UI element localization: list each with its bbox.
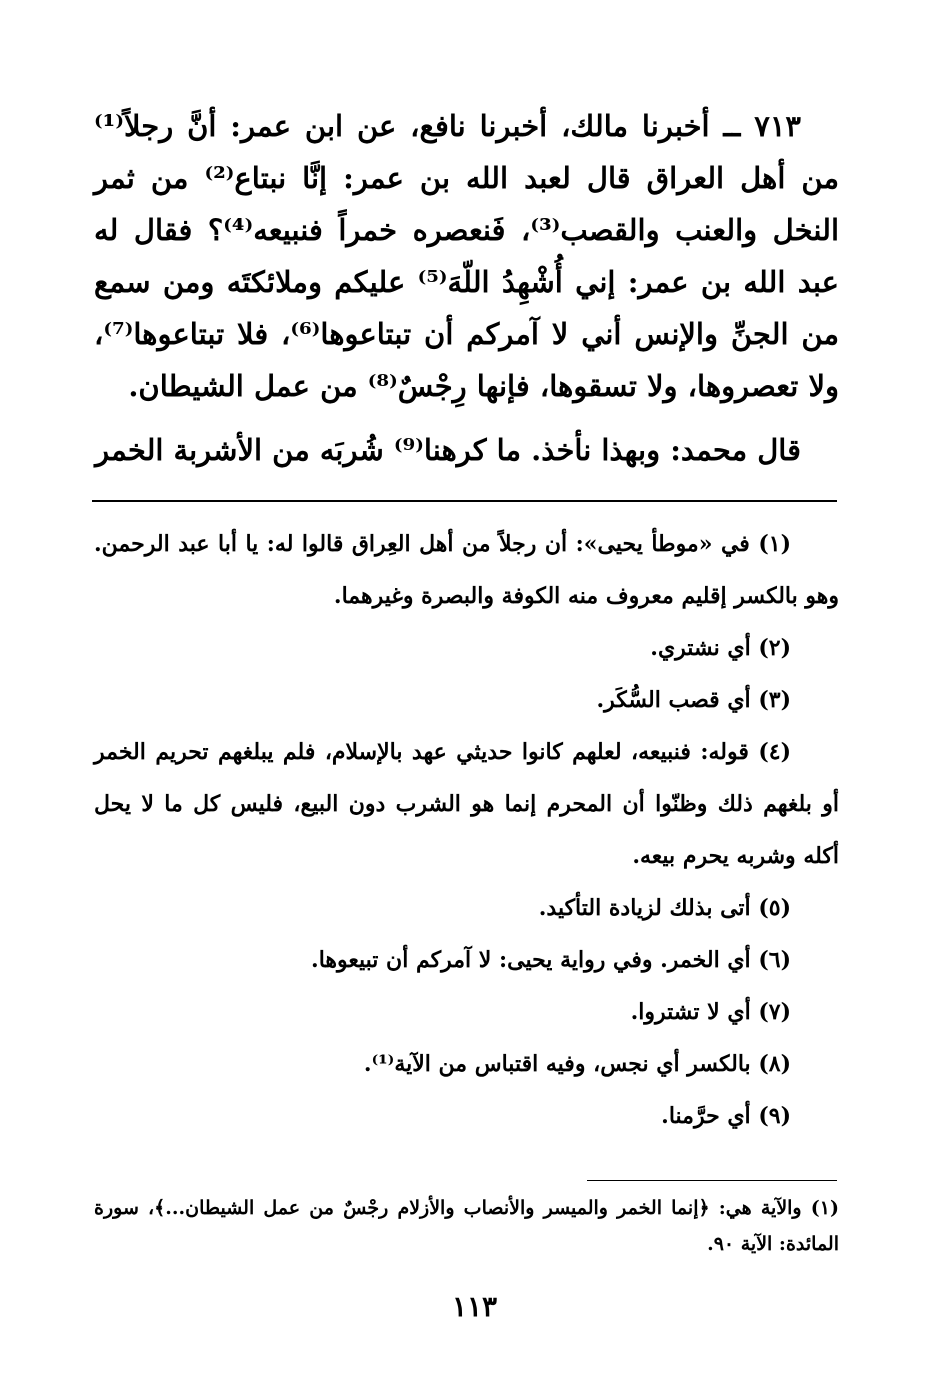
hadith-paragraph: ٧١٣ ــ أخبرنا مالك، أخبرنا نافع، عن ابن عمر: أنَّ رجلاً⁽¹⁾ من أهل العراق قال لعبد الله بن عمر: إنَّا نبتاع⁽²⁾ من ثمر النخل والعنب والقصب⁽³⁾، فَنعصره خمراً فنبيعه⁽⁴⁾؟ فقال له عبد الله بن عمر: إني أُشْهِدُ اللّهَ⁽⁵⁾ عليكم وملائكتَه ومن سمع من الجنِّ والإنس أني لا آمركم أن تبتاعوها⁽⁶⁾، فلا تبتاعوها⁽⁷⁾، ولا تعصروها، ولا تسقوها، فإنها رِجْسٌ⁽⁸⁾ من عمل الشيطان. (94, 109, 840, 403)
footnote-9: (٩) أي حرَّمنا. (661, 1103, 791, 1129)
footnote-6: (٦) أي الخمر. وفي رواية يحيى: لا آمركم أن تبيعوها. (311, 947, 791, 973)
footnote-separator (92, 500, 837, 502)
footnote-7: (٧) أي لا تشتروا. (630, 999, 791, 1025)
subnote-separator (587, 1180, 837, 1181)
footnote-4: (٤) قوله: فنبيعه، لعلهم كانوا حديثي عهد بالإسلام، فلم يبلغهم تحريم الخمر أو بلغهم ذلك وظنّوا أن المحرم إنما هو الشرب دون البيع، فليس كل ما لا يحل أكله وشربه يحرم بيعه. (94, 739, 840, 869)
footnote-2: (٢) أي نشتري. (650, 635, 791, 661)
footnotes (94, 518, 839, 1142)
subnote (94, 1190, 839, 1262)
subnote-text: (١) والآية هي: ﴿إنما الخمر والميسر والأنصاب والأزلام رجْسٌ من عمل الشيطان...﴾، سورة المائدة: الآية ٩٠. (94, 1197, 839, 1255)
footnote-5: (٥) أتى بذلك لزيادة التأكيد. (538, 895, 791, 921)
footnote-1: (١) في «موطأ يحيى»: أن رجلاً من أهل العِراق قالوا له: يا أبا عبد الرحمن. وهو بالكسر إقليم معروف منه الكوفة والبصرة وغيرهما. (94, 531, 839, 609)
page-number: ١١٣ (451, 1290, 498, 1323)
main-text (94, 100, 839, 476)
commentary-paragraph: قال محمد: وبهذا نأخذ. ما كرهنا⁽⁹⁾ شُربَه من الأشربة الخمر (95, 433, 801, 467)
footnote-3: (٣) أي قصب السُّكَر. (596, 687, 791, 713)
footnote-8: (٨) بالكسر أي نجس، وفيه اقتباس من الآية⁽¹⁾. (363, 1051, 791, 1077)
